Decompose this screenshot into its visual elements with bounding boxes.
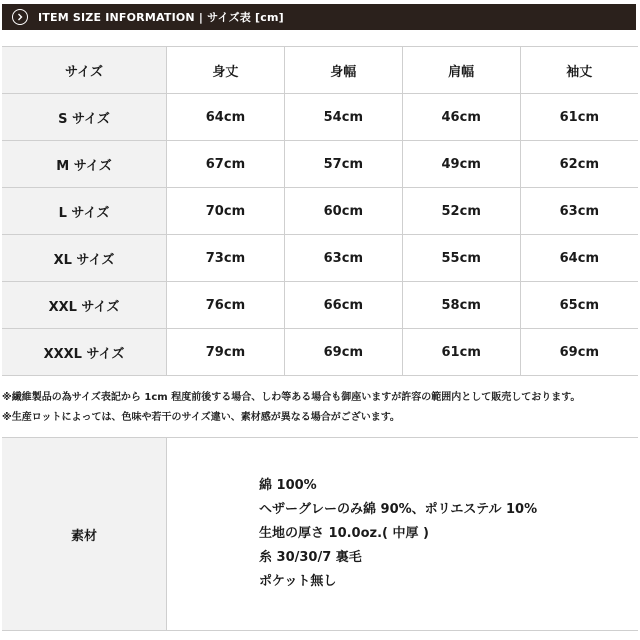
cell-value: 49cm bbox=[402, 141, 520, 188]
section-title: ITEM SIZE INFORMATION | サイズ表 [cm] bbox=[38, 11, 284, 24]
cell-value: 60cm bbox=[284, 188, 402, 235]
table-row bbox=[2, 329, 638, 376]
cell-value: 63cm bbox=[284, 235, 402, 282]
row-size-label: XXXL サイズ bbox=[2, 329, 167, 376]
note-line: ※生産ロットによっては、色味や若干のサイズ違い、素材感が異なる場合がございます。 bbox=[2, 412, 400, 423]
table-row bbox=[2, 188, 638, 235]
cell-value: 58cm bbox=[402, 282, 520, 329]
table-header-row bbox=[2, 47, 638, 94]
cell-value: 73cm bbox=[167, 235, 285, 282]
row-size-label: M サイズ bbox=[2, 141, 167, 188]
size-table bbox=[2, 46, 638, 376]
material-label: 素材 bbox=[2, 438, 167, 630]
size-notes bbox=[2, 388, 638, 428]
table-row bbox=[2, 141, 638, 188]
table-header-width: 身幅 bbox=[284, 47, 402, 94]
cell-value: 65cm bbox=[520, 282, 638, 329]
cell-value: 61cm bbox=[520, 94, 638, 141]
cell-value: 64cm bbox=[520, 235, 638, 282]
cell-value: 67cm bbox=[167, 141, 285, 188]
material-line: ヘザーグレーのみ綿 90%、ポリエステル 10% bbox=[259, 502, 538, 517]
cell-value: 55cm bbox=[402, 235, 520, 282]
cell-value: 79cm bbox=[167, 329, 285, 376]
cell-value: 69cm bbox=[520, 329, 638, 376]
cell-value: 57cm bbox=[284, 141, 402, 188]
cell-value: 62cm bbox=[520, 141, 638, 188]
row-size-label: L サイズ bbox=[2, 188, 167, 235]
material-details bbox=[167, 438, 537, 630]
table-row bbox=[2, 282, 638, 329]
chevron-right-circle-icon bbox=[12, 9, 28, 25]
table-row bbox=[2, 94, 638, 141]
table-header-sleeve: 袖丈 bbox=[520, 47, 638, 94]
section-header bbox=[2, 4, 636, 30]
cell-value: 64cm bbox=[167, 94, 285, 141]
table-row bbox=[2, 235, 638, 282]
row-size-label: S サイズ bbox=[2, 94, 167, 141]
table-header-shoulder: 肩幅 bbox=[402, 47, 520, 94]
cell-value: 61cm bbox=[402, 329, 520, 376]
cell-value: 69cm bbox=[284, 329, 402, 376]
material-line: 綿 100% bbox=[259, 478, 317, 493]
table-header-size: サイズ bbox=[2, 47, 167, 94]
table-header-length: 身丈 bbox=[167, 47, 285, 94]
cell-value: 66cm bbox=[284, 282, 402, 329]
row-size-label: XL サイズ bbox=[2, 235, 167, 282]
note-line: ※繊維製品の為サイズ表記から 1cm 程度前後する場合、しわ等ある場合も御座いますが許容の範囲内として販売しております。 bbox=[2, 392, 581, 403]
cell-value: 70cm bbox=[167, 188, 285, 235]
material-section bbox=[2, 437, 638, 631]
cell-value: 46cm bbox=[402, 94, 520, 141]
cell-value: 76cm bbox=[167, 282, 285, 329]
cell-value: 63cm bbox=[520, 188, 638, 235]
cell-value: 54cm bbox=[284, 94, 402, 141]
material-line: 糸 30/30/7 裏毛 bbox=[259, 550, 362, 565]
cell-value: 52cm bbox=[402, 188, 520, 235]
material-line: 生地の厚さ 10.0oz.( 中厚 ) bbox=[259, 526, 429, 541]
row-size-label: XXL サイズ bbox=[2, 282, 167, 329]
material-line: ポケット無し bbox=[259, 574, 337, 589]
